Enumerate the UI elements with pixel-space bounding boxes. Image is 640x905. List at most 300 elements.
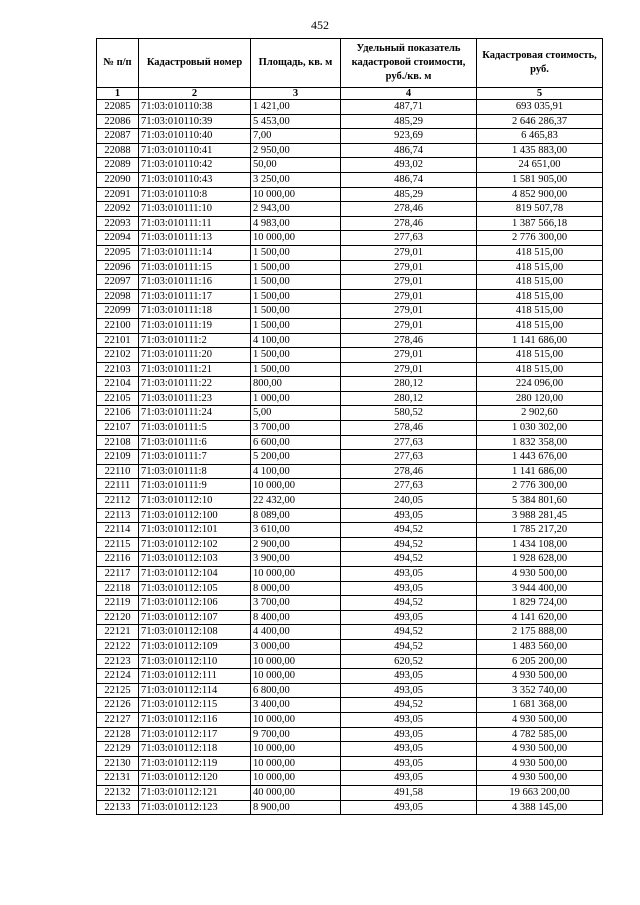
- table-row: [97, 698, 603, 713]
- table-row: [97, 304, 603, 319]
- row-number-cell: 22103: [97, 362, 139, 377]
- cadastral-number-cell: 71:03:010112:109: [139, 639, 251, 654]
- area-cell: 2 900,00: [251, 537, 341, 552]
- table-row: [97, 391, 603, 406]
- cadastral-number-cell: 71:03:010112:110: [139, 654, 251, 669]
- cadastral-value-cell: 1 443 676,00: [477, 450, 603, 465]
- cadastral-number-cell: 71:03:010111:23: [139, 391, 251, 406]
- unit-value-cell: 494,52: [341, 537, 477, 552]
- unit-value-cell: 494,52: [341, 639, 477, 654]
- row-number-cell: 22117: [97, 567, 139, 582]
- area-cell: 6 600,00: [251, 435, 341, 450]
- cadastral-value-cell: 1 581 905,00: [477, 172, 603, 187]
- cadastral-number-cell: 71:03:010112:105: [139, 581, 251, 596]
- cadastral-number-cell: 71:03:010112:102: [139, 537, 251, 552]
- table-row: [97, 610, 603, 625]
- area-cell: 8 089,00: [251, 508, 341, 523]
- column-number-row: [97, 88, 603, 100]
- row-number-cell: 22108: [97, 435, 139, 450]
- row-number-cell: 22094: [97, 231, 139, 246]
- table-row: [97, 508, 603, 523]
- row-number-cell: 22109: [97, 450, 139, 465]
- table-row: [97, 450, 603, 465]
- area-cell: 1 421,00: [251, 100, 341, 115]
- table-row: [97, 187, 603, 202]
- table-row: [97, 377, 603, 392]
- row-number-cell: 22099: [97, 304, 139, 319]
- area-cell: 50,00: [251, 158, 341, 173]
- cadastral-value-cell: 418 515,00: [477, 245, 603, 260]
- cadastral-value-cell: 1 030 302,00: [477, 421, 603, 436]
- table-row: [97, 625, 603, 640]
- cadastral-value-cell: 6 465,83: [477, 129, 603, 144]
- header-cadastral-value: Кадастровая стоимость, руб.: [477, 39, 603, 88]
- unit-value-cell: 279,01: [341, 275, 477, 290]
- cadastral-value-cell: 280 120,00: [477, 391, 603, 406]
- cadastral-value-cell: 2 175 888,00: [477, 625, 603, 640]
- unit-value-cell: 278,46: [341, 464, 477, 479]
- page-number: 452: [311, 18, 329, 32]
- cadastral-value-cell: 819 507,78: [477, 202, 603, 217]
- table-row: [97, 479, 603, 494]
- area-cell: 5 453,00: [251, 114, 341, 129]
- table-row: [97, 639, 603, 654]
- table-row: [97, 742, 603, 757]
- cadastral-number-cell: 71:03:010110:38: [139, 100, 251, 115]
- cadastral-number-cell: 71:03:010111:13: [139, 231, 251, 246]
- unit-value-cell: 494,52: [341, 552, 477, 567]
- unit-value-cell: 487,71: [341, 100, 477, 115]
- unit-value-cell: 493,05: [341, 771, 477, 786]
- row-number-cell: 22130: [97, 756, 139, 771]
- header-row-number: № п/п: [97, 39, 139, 88]
- unit-value-cell: 279,01: [341, 304, 477, 319]
- unit-value-cell: 280,12: [341, 377, 477, 392]
- cadastral-number-cell: 71:03:010112:106: [139, 596, 251, 611]
- row-number-cell: 22127: [97, 712, 139, 727]
- area-cell: 1 500,00: [251, 362, 341, 377]
- cadastral-number-cell: 71:03:010112:101: [139, 523, 251, 538]
- row-number-cell: 22113: [97, 508, 139, 523]
- table-row: [97, 800, 603, 815]
- cadastral-number-cell: 71:03:010110:41: [139, 143, 251, 158]
- area-cell: 8 900,00: [251, 800, 341, 815]
- unit-value-cell: 580,52: [341, 406, 477, 421]
- cadastral-number-cell: 71:03:010110:40: [139, 129, 251, 144]
- row-number-cell: 22098: [97, 289, 139, 304]
- cadastral-number-cell: 71:03:010112:123: [139, 800, 251, 815]
- row-number-cell: 22116: [97, 552, 139, 567]
- cadastral-value-cell: 1 387 566,18: [477, 216, 603, 231]
- row-number-cell: 22131: [97, 771, 139, 786]
- cadastral-number-cell: 71:03:010112:115: [139, 698, 251, 713]
- table-row: [97, 202, 603, 217]
- area-cell: 1 500,00: [251, 304, 341, 319]
- cadastral-value-cell: 4 930 500,00: [477, 756, 603, 771]
- cadastral-number-cell: 71:03:010111:6: [139, 435, 251, 450]
- cadastral-number-cell: 71:03:010110:43: [139, 172, 251, 187]
- unit-value-cell: 278,46: [341, 202, 477, 217]
- cadastral-value-cell: 418 515,00: [477, 275, 603, 290]
- area-cell: 40 000,00: [251, 785, 341, 800]
- area-cell: 3 000,00: [251, 639, 341, 654]
- area-cell: 7,00: [251, 129, 341, 144]
- area-cell: 10 000,00: [251, 771, 341, 786]
- cadastral-value-cell: 2 646 286,37: [477, 114, 603, 129]
- cadastral-number-cell: 71:03:010110:39: [139, 114, 251, 129]
- row-number-cell: 22132: [97, 785, 139, 800]
- unit-value-cell: 494,52: [341, 625, 477, 640]
- table-row: [97, 552, 603, 567]
- table-row: [97, 669, 603, 684]
- table-row: [97, 406, 603, 421]
- table-row: [97, 523, 603, 538]
- table-row: [97, 596, 603, 611]
- area-cell: 10 000,00: [251, 654, 341, 669]
- area-cell: 3 900,00: [251, 552, 341, 567]
- table-row: [97, 216, 603, 231]
- unit-value-cell: 278,46: [341, 421, 477, 436]
- row-number-cell: 22102: [97, 348, 139, 363]
- cadastral-number-cell: 71:03:010111:2: [139, 333, 251, 348]
- unit-value-cell: 277,63: [341, 479, 477, 494]
- cadastral-value-cell: 4 930 500,00: [477, 669, 603, 684]
- area-cell: 5,00: [251, 406, 341, 421]
- cadastral-value-cell: 4 388 145,00: [477, 800, 603, 815]
- cadastral-value-cell: 1 483 560,00: [477, 639, 603, 654]
- unit-value-cell: 280,12: [341, 391, 477, 406]
- area-cell: 6 800,00: [251, 683, 341, 698]
- cadastral-number-cell: 71:03:010110:42: [139, 158, 251, 173]
- unit-value-cell: 493,05: [341, 581, 477, 596]
- unit-value-cell: 494,52: [341, 596, 477, 611]
- area-cell: 10 000,00: [251, 479, 341, 494]
- row-number-cell: 22086: [97, 114, 139, 129]
- row-number-cell: 22119: [97, 596, 139, 611]
- cadastral-number-cell: 71:03:010111:8: [139, 464, 251, 479]
- row-number-cell: 22107: [97, 421, 139, 436]
- cadastral-number-cell: 71:03:010111:10: [139, 202, 251, 217]
- row-number-cell: 22091: [97, 187, 139, 202]
- cadastral-number-cell: 71:03:010112:108: [139, 625, 251, 640]
- cadastral-number-cell: 71:03:010112:100: [139, 508, 251, 523]
- cadastral-number-cell: 71:03:010112:119: [139, 756, 251, 771]
- area-cell: 22 432,00: [251, 494, 341, 509]
- table-row: [97, 727, 603, 742]
- cadastral-number-cell: 71:03:010112:116: [139, 712, 251, 727]
- row-number-cell: 22122: [97, 639, 139, 654]
- unit-value-cell: 278,46: [341, 216, 477, 231]
- area-cell: 8 400,00: [251, 610, 341, 625]
- table-row: [97, 421, 603, 436]
- unit-value-cell: 923,69: [341, 129, 477, 144]
- area-cell: 4 100,00: [251, 333, 341, 348]
- row-number-cell: 22129: [97, 742, 139, 757]
- table-row: [97, 172, 603, 187]
- cadastral-value-cell: 418 515,00: [477, 260, 603, 275]
- table-row: [97, 245, 603, 260]
- unit-value-cell: 277,63: [341, 435, 477, 450]
- cadastral-value-cell: 1 435 883,00: [477, 143, 603, 158]
- table-body: [97, 100, 603, 815]
- cadastral-value-cell: 418 515,00: [477, 289, 603, 304]
- table-row: [97, 100, 603, 115]
- column-number: 4: [341, 88, 477, 100]
- table-row: [97, 231, 603, 246]
- row-number-cell: 22124: [97, 669, 139, 684]
- cadastral-number-cell: 71:03:010112:103: [139, 552, 251, 567]
- unit-value-cell: 494,52: [341, 523, 477, 538]
- cadastral-value-cell: 1 141 686,00: [477, 464, 603, 479]
- unit-value-cell: 240,05: [341, 494, 477, 509]
- row-number-cell: 22092: [97, 202, 139, 217]
- area-cell: 1 000,00: [251, 391, 341, 406]
- unit-value-cell: 279,01: [341, 318, 477, 333]
- table-row: [97, 537, 603, 552]
- table-row: [97, 362, 603, 377]
- row-number-cell: 22115: [97, 537, 139, 552]
- cadastral-number-cell: 71:03:010112:104: [139, 567, 251, 582]
- unit-value-cell: 493,05: [341, 683, 477, 698]
- row-number-cell: 22125: [97, 683, 139, 698]
- cadastral-value-cell: 1 681 368,00: [477, 698, 603, 713]
- area-cell: 1 500,00: [251, 260, 341, 275]
- unit-value-cell: 493,05: [341, 712, 477, 727]
- row-number-cell: 22106: [97, 406, 139, 421]
- area-cell: 3 700,00: [251, 421, 341, 436]
- unit-value-cell: 485,29: [341, 187, 477, 202]
- area-cell: 3 250,00: [251, 172, 341, 187]
- table-row: [97, 683, 603, 698]
- table-row: [97, 464, 603, 479]
- cadastral-value-cell: 4 852 900,00: [477, 187, 603, 202]
- area-cell: 4 100,00: [251, 464, 341, 479]
- area-cell: 10 000,00: [251, 567, 341, 582]
- cadastral-number-cell: 71:03:010111:18: [139, 304, 251, 319]
- cadastral-value-cell: 1 928 628,00: [477, 552, 603, 567]
- unit-value-cell: 279,01: [341, 348, 477, 363]
- row-number-cell: 22118: [97, 581, 139, 596]
- table-row: [97, 260, 603, 275]
- area-cell: 1 500,00: [251, 245, 341, 260]
- unit-value-cell: 278,46: [341, 333, 477, 348]
- table-row: [97, 318, 603, 333]
- table-header-row: [97, 39, 603, 88]
- cadastral-value-table: [96, 38, 603, 815]
- row-number-cell: 22088: [97, 143, 139, 158]
- table-row: [97, 771, 603, 786]
- cadastral-value-cell: 4 930 500,00: [477, 712, 603, 727]
- column-number: 5: [477, 88, 603, 100]
- cadastral-number-cell: 71:03:010111:15: [139, 260, 251, 275]
- cadastral-value-cell: 1 434 108,00: [477, 537, 603, 552]
- header-unit-value: Удельный показатель кадастровой стоимости, руб./кв. м: [341, 39, 477, 88]
- cadastral-number-cell: 71:03:010111:19: [139, 318, 251, 333]
- header-cadastral-number: Кадастровый номер: [139, 39, 251, 88]
- row-number-cell: 22100: [97, 318, 139, 333]
- row-number-cell: 22112: [97, 494, 139, 509]
- area-cell: 3 400,00: [251, 698, 341, 713]
- row-number-cell: 22114: [97, 523, 139, 538]
- header-area: Площадь, кв. м: [251, 39, 341, 88]
- cadastral-value-cell: 3 944 400,00: [477, 581, 603, 596]
- unit-value-cell: 620,52: [341, 654, 477, 669]
- cadastral-value-cell: 5 384 801,60: [477, 494, 603, 509]
- cadastral-number-cell: 71:03:010112:107: [139, 610, 251, 625]
- unit-value-cell: 493,05: [341, 508, 477, 523]
- cadastral-number-cell: 71:03:010111:17: [139, 289, 251, 304]
- unit-value-cell: 493,05: [341, 567, 477, 582]
- unit-value-cell: 277,63: [341, 450, 477, 465]
- cadastral-value-cell: 1 141 686,00: [477, 333, 603, 348]
- table-row: [97, 333, 603, 348]
- cadastral-number-cell: 71:03:010111:24: [139, 406, 251, 421]
- row-number-cell: 22120: [97, 610, 139, 625]
- cadastral-number-cell: 71:03:010110:8: [139, 187, 251, 202]
- area-cell: 4 400,00: [251, 625, 341, 640]
- cadastral-number-cell: 71:03:010111:20: [139, 348, 251, 363]
- unit-value-cell: 493,05: [341, 800, 477, 815]
- cadastral-number-cell: 71:03:010112:114: [139, 683, 251, 698]
- cadastral-number-cell: 71:03:010112:111: [139, 669, 251, 684]
- unit-value-cell: 277,63: [341, 231, 477, 246]
- area-cell: 800,00: [251, 377, 341, 392]
- row-number-cell: 22095: [97, 245, 139, 260]
- area-cell: 1 500,00: [251, 275, 341, 290]
- table-row: [97, 756, 603, 771]
- cadastral-number-cell: 71:03:010112:118: [139, 742, 251, 757]
- cadastral-value-cell: 1 829 724,00: [477, 596, 603, 611]
- table-row: [97, 785, 603, 800]
- cadastral-value-cell: 224 096,00: [477, 377, 603, 392]
- cadastral-value-cell: 2 776 300,00: [477, 479, 603, 494]
- table-row: [97, 143, 603, 158]
- table-row: [97, 289, 603, 304]
- area-cell: 10 000,00: [251, 712, 341, 727]
- column-number: 1: [97, 88, 139, 100]
- area-cell: 1 500,00: [251, 318, 341, 333]
- area-cell: 8 000,00: [251, 581, 341, 596]
- cadastral-number-cell: 71:03:010112:120: [139, 771, 251, 786]
- cadastral-number-cell: 71:03:010111:5: [139, 421, 251, 436]
- table-row: [97, 494, 603, 509]
- cadastral-value-cell: 418 515,00: [477, 362, 603, 377]
- cadastral-value-cell: 4 930 500,00: [477, 742, 603, 757]
- cadastral-value-cell: 693 035,91: [477, 100, 603, 115]
- column-number: 3: [251, 88, 341, 100]
- row-number-cell: 22085: [97, 100, 139, 115]
- cadastral-value-cell: 6 205 200,00: [477, 654, 603, 669]
- row-number-cell: 22126: [97, 698, 139, 713]
- cadastral-number-cell: 71:03:010111:11: [139, 216, 251, 231]
- cadastral-value-cell: 24 651,00: [477, 158, 603, 173]
- cadastral-value-cell: 418 515,00: [477, 348, 603, 363]
- area-cell: 2 950,00: [251, 143, 341, 158]
- table-row: [97, 158, 603, 173]
- cadastral-value-cell: 19 663 200,00: [477, 785, 603, 800]
- cadastral-value-cell: 3 352 740,00: [477, 683, 603, 698]
- cadastral-value-cell: 4 930 500,00: [477, 567, 603, 582]
- area-cell: 9 700,00: [251, 727, 341, 742]
- row-number-cell: 22128: [97, 727, 139, 742]
- area-cell: 2 943,00: [251, 202, 341, 217]
- unit-value-cell: 493,05: [341, 669, 477, 684]
- cadastral-number-cell: 71:03:010111:22: [139, 377, 251, 392]
- unit-value-cell: 493,05: [341, 742, 477, 757]
- unit-value-cell: 279,01: [341, 362, 477, 377]
- row-number-cell: 22097: [97, 275, 139, 290]
- unit-value-cell: 279,01: [341, 245, 477, 260]
- cadastral-number-cell: 71:03:010111:16: [139, 275, 251, 290]
- row-number-cell: 22096: [97, 260, 139, 275]
- row-number-cell: 22110: [97, 464, 139, 479]
- table-row: [97, 567, 603, 582]
- cadastral-value-cell: 2 902,60: [477, 406, 603, 421]
- area-cell: 5 200,00: [251, 450, 341, 465]
- area-cell: 10 000,00: [251, 756, 341, 771]
- unit-value-cell: 493,05: [341, 610, 477, 625]
- cadastral-number-cell: 71:03:010112:117: [139, 727, 251, 742]
- cadastral-number-cell: 71:03:010111:9: [139, 479, 251, 494]
- row-number-cell: 22101: [97, 333, 139, 348]
- area-cell: 1 500,00: [251, 289, 341, 304]
- area-cell: 4 983,00: [251, 216, 341, 231]
- cadastral-value-cell: 1 832 358,00: [477, 435, 603, 450]
- cadastral-number-cell: 71:03:010111:7: [139, 450, 251, 465]
- unit-value-cell: 491,58: [341, 785, 477, 800]
- row-number-cell: 22104: [97, 377, 139, 392]
- cadastral-number-cell: 71:03:010111:21: [139, 362, 251, 377]
- table-row: [97, 129, 603, 144]
- unit-value-cell: 493,05: [341, 756, 477, 771]
- row-number-cell: 22090: [97, 172, 139, 187]
- row-number-cell: 22087: [97, 129, 139, 144]
- table-row: [97, 654, 603, 669]
- row-number-cell: 22121: [97, 625, 139, 640]
- row-number-cell: 22133: [97, 800, 139, 815]
- unit-value-cell: 493,02: [341, 158, 477, 173]
- cadastral-number-cell: 71:03:010112:121: [139, 785, 251, 800]
- area-cell: 10 000,00: [251, 187, 341, 202]
- area-cell: 10 000,00: [251, 231, 341, 246]
- cadastral-value-cell: 4 141 620,00: [477, 610, 603, 625]
- row-number-cell: 22089: [97, 158, 139, 173]
- cadastral-number-cell: 71:03:010112:10: [139, 494, 251, 509]
- unit-value-cell: 279,01: [341, 289, 477, 304]
- table-row: [97, 348, 603, 363]
- area-cell: 3 700,00: [251, 596, 341, 611]
- table-row: [97, 114, 603, 129]
- cadastral-value-cell: 4 930 500,00: [477, 771, 603, 786]
- table-row: [97, 712, 603, 727]
- cadastral-value-cell: 2 776 300,00: [477, 231, 603, 246]
- cadastral-value-cell: 4 782 585,00: [477, 727, 603, 742]
- cadastral-value-cell: 1 785 217,20: [477, 523, 603, 538]
- table-row: [97, 435, 603, 450]
- table-row: [97, 581, 603, 596]
- cadastral-value-cell: 418 515,00: [477, 304, 603, 319]
- area-cell: 1 500,00: [251, 348, 341, 363]
- row-number-cell: 22105: [97, 391, 139, 406]
- unit-value-cell: 279,01: [341, 260, 477, 275]
- unit-value-cell: 486,74: [341, 143, 477, 158]
- unit-value-cell: 494,52: [341, 698, 477, 713]
- unit-value-cell: 493,05: [341, 727, 477, 742]
- row-number-cell: 22093: [97, 216, 139, 231]
- row-number-cell: 22111: [97, 479, 139, 494]
- table-row: [97, 275, 603, 290]
- cadastral-number-cell: 71:03:010111:14: [139, 245, 251, 260]
